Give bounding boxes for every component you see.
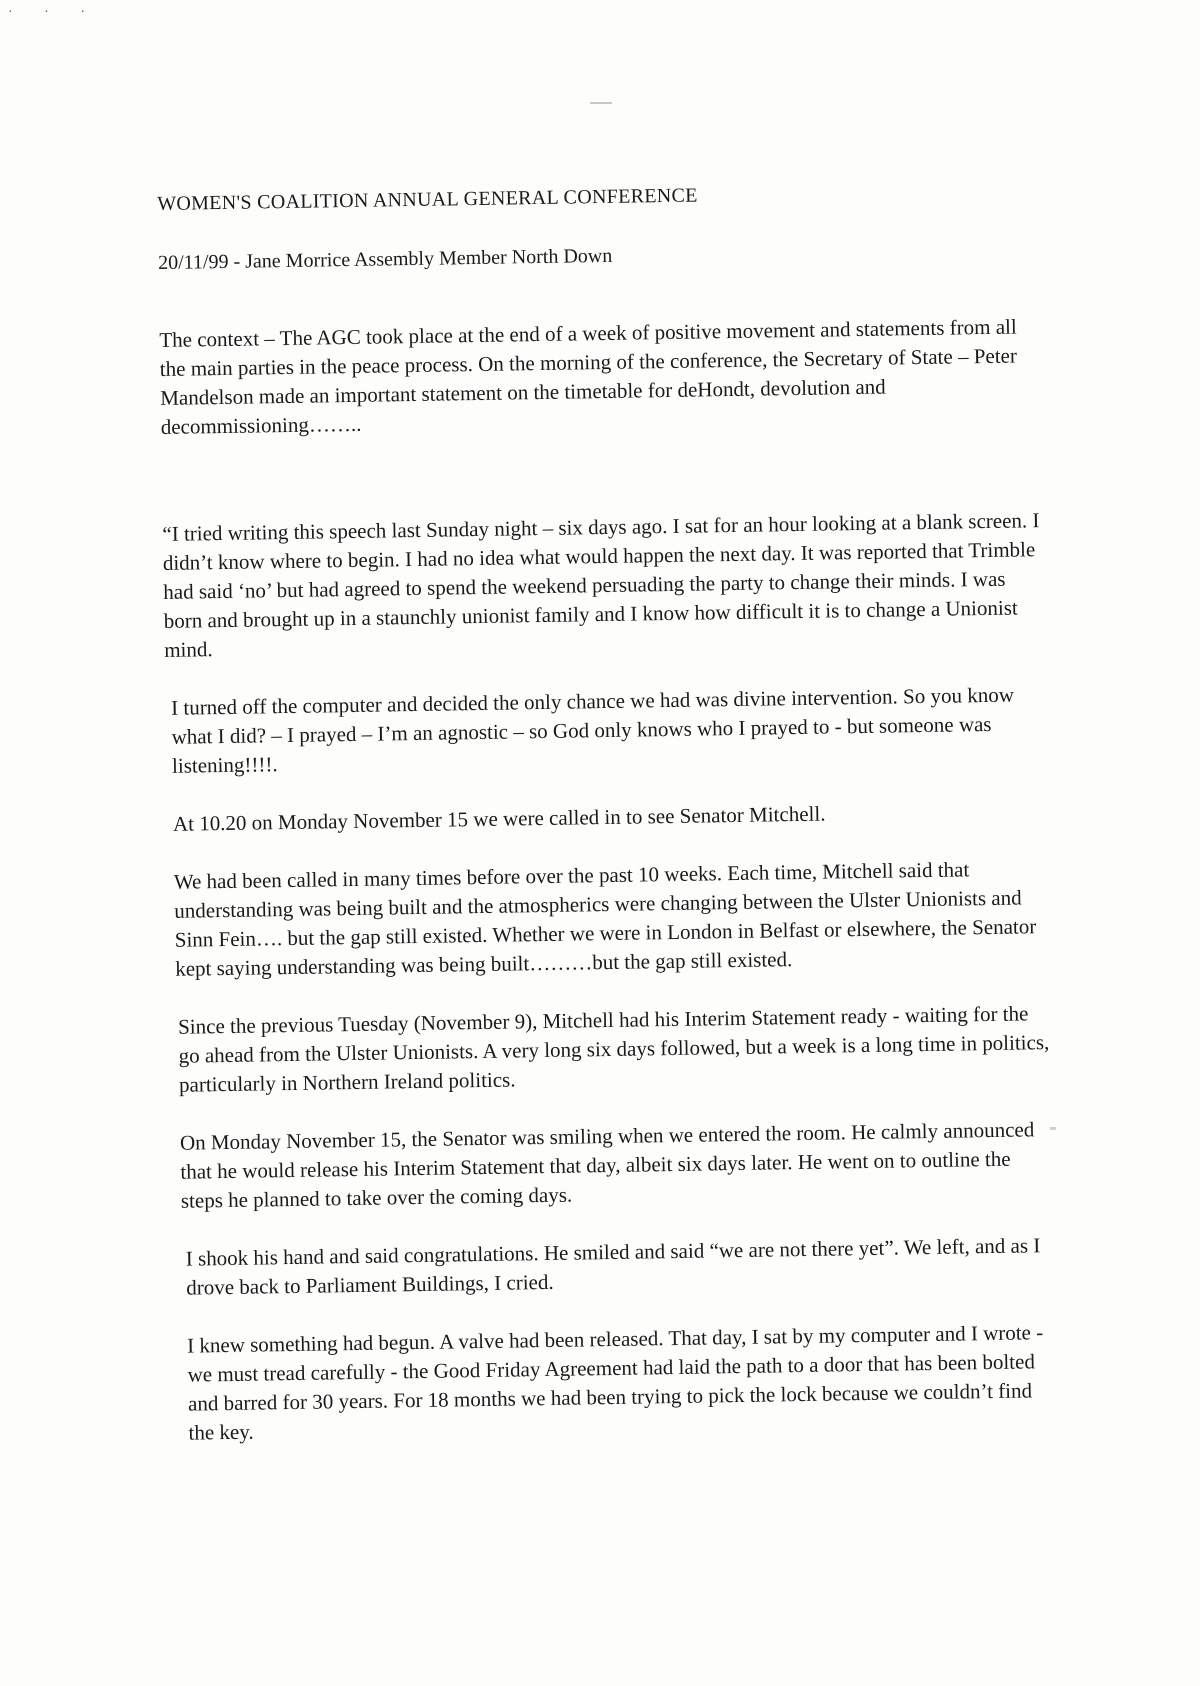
speech-paragraph: I knew something had begun. A valve had been released. That day, I sat by my computer and I wrote - we must tread carefully - the Good Friday Agreement had laid the path to a door that has been bolted and barred for 30 years. For 18 months we had been trying to pick the lock because we couldn’t find the key. <box>186 1320 1044 1445</box>
document-title: WOMEN'S COALITION ANNUAL GENERAL CONFERENCE <box>157 184 698 215</box>
scan-mark <box>590 102 612 104</box>
scan-specks: · · · <box>8 5 99 20</box>
speech-paragraph: I turned off the computer and decided the only chance we had was divine intervention. So you know what I did? – I prayed – I’m an agnostic – so God only knows who I prayed to - but someone was listening!!!!. <box>170 682 1015 778</box>
speech-paragraph: “I tried writing this speech last Sunday night – six days ago. I sat for an hour looking at a blank screen. I didn’t know where to begin. I had no idea what would happen the next day. It was reported that Trimble had said ‘no’ but had agreed to spend the weekend persuading the party to change their minds. I was born and brought up in a staunchly unionist family and I know how difficult it is to change a Unionist mind. <box>162 508 1040 662</box>
speech-paragraph: I shook his hand and said congratulations. He smiled and said “we are not there yet”. We left, and as I drove back to Parliament Buildings, I cried. <box>185 1233 1041 1300</box>
speech-paragraph: We had been called in many times before over the past 10 weeks. Each time, Mitchell said that understanding was being built and the atmospherics were changing between the Ulster Unionists and Sinn Fein…. but the gap still existed. Whether we were in London in Belfast or elsewhere, the Senator kept saying understanding was being built………but the gap still existed. <box>173 857 1037 981</box>
speech-paragraph: At 10.20 on Monday November 15 we were called in to see Senator Mitchell. <box>172 801 826 836</box>
document-subtitle: 20/11/99 - Jane Morrice Assembly Member North Down <box>157 244 613 274</box>
context-paragraph: The context – The AGC took place at the end of a week of positive movement and statements from all the main parties in the peace process. On the morning of the conference, the Secretary of State – Peter Mandelson made an important statement on the timetable for deHondt, devolution and decommissioning…….. <box>159 314 1018 439</box>
speech-paragraph: Since the previous Tuesday (November 9), Mitchell had his Interim Statement ready - waiting for the go ahead from the Ulster Unionists. A very long six days followed, but a week is a long time in politics, particularly in Northern Ireland politics. <box>177 1001 1050 1097</box>
document-body <box>157 176 1057 1448</box>
speech-paragraph: On Monday November 15, the Senator was smiling when we entered the room. He calmly announced that he would release his Interim Statement that day, albeit six days later. He went on to outline the steps he planned to take over the coming days. <box>179 1117 1035 1213</box>
